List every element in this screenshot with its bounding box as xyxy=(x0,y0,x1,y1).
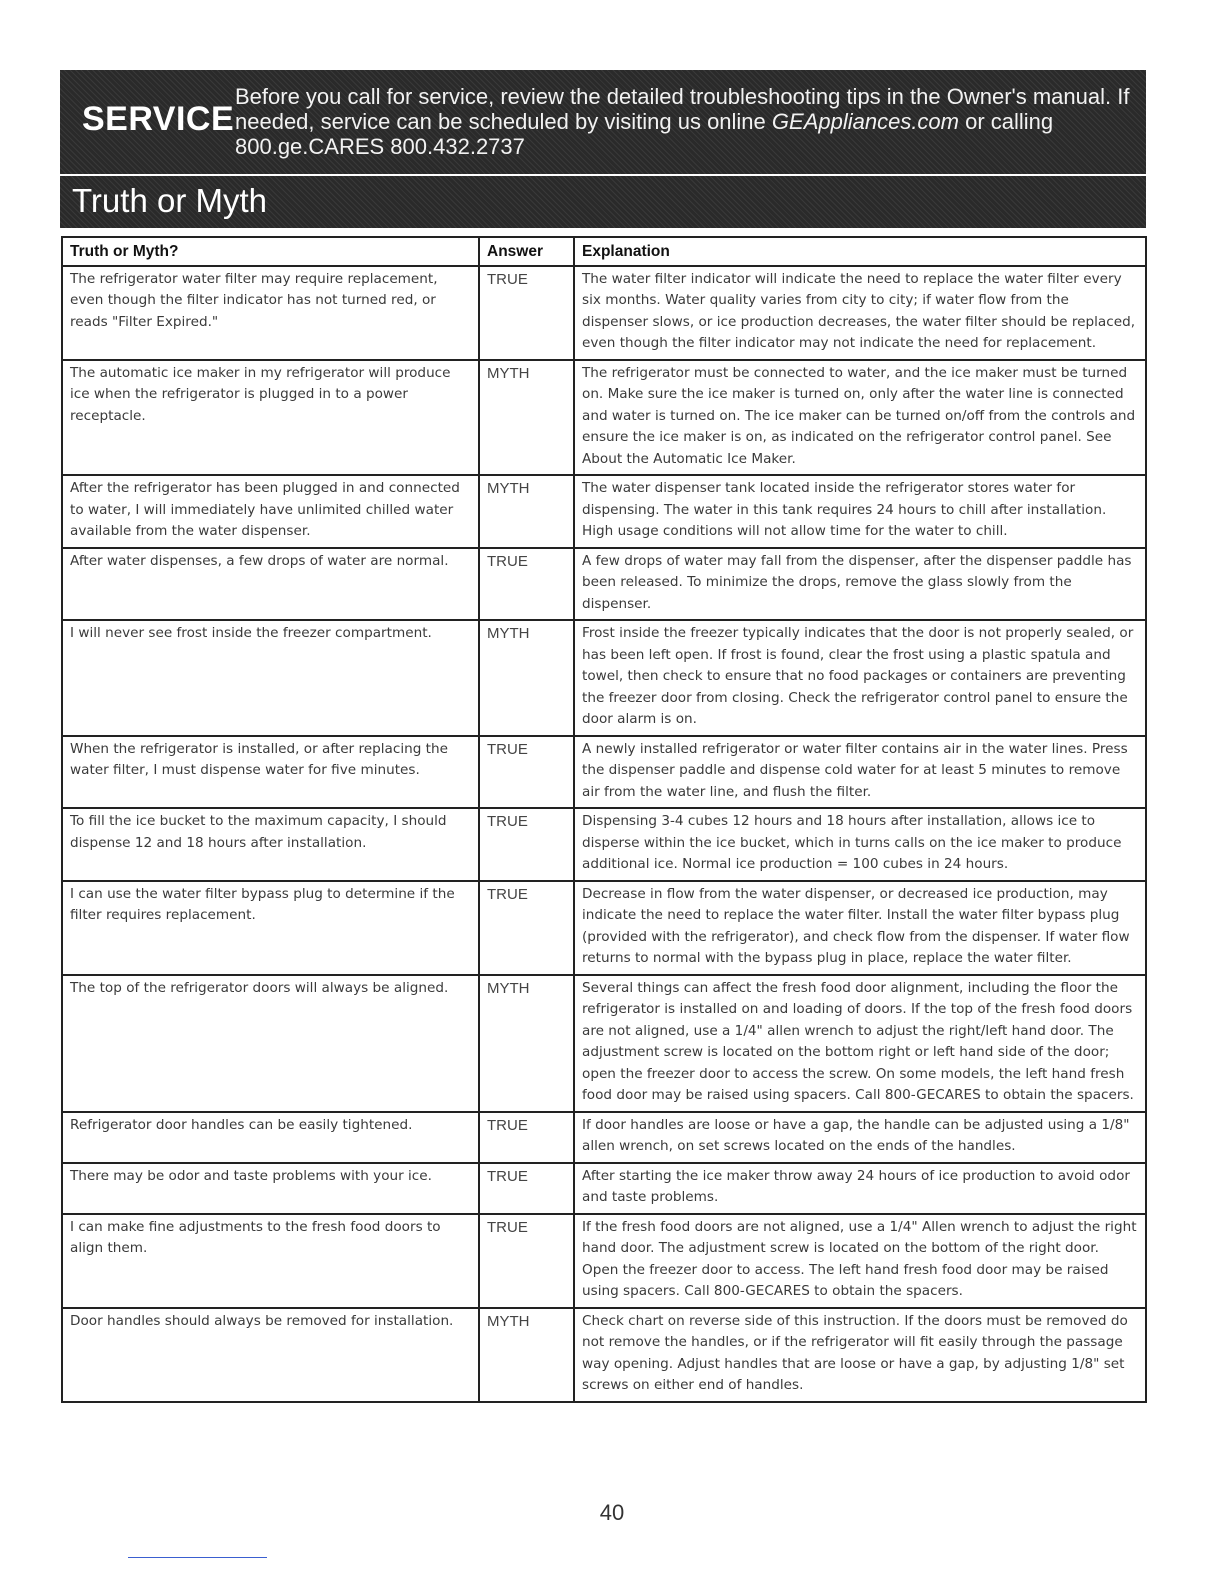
table-row xyxy=(62,548,1146,621)
service-banner xyxy=(60,70,1146,174)
service-text-after: or calling 800.ge.CARES 800.432.2737 xyxy=(235,109,1054,159)
statement-cell: I can make fine adjustments to the fresh food doors to align them. xyxy=(62,1214,479,1308)
statement-cell: After water dispenses, a few drops of water are normal. xyxy=(62,548,479,621)
service-text-before: Before you call for service, review the detailed troubleshooting tips in the Owner's manual. If needed, service can be scheduled by visiting us online xyxy=(235,84,1130,134)
explanation-cell: After starting the ice maker throw away 24 hours of ice production to avoid odor and taste problems. xyxy=(574,1163,1146,1214)
statement-cell: When the refrigerator is installed, or after replacing the water filter, I must dispense water for five minutes. xyxy=(62,736,479,809)
explanation-cell: The water dispenser tank located inside the refrigerator stores water for dispensing. The water in this tank requires 24 hours to chill after installation. High usage conditions will not allow time for the water to chill. xyxy=(574,475,1146,548)
explanation-cell: Check chart on reverse side of this instruction. If the doors must be removed do not remove the handles, or if the refrigerator will fit easily through the passage way opening. Adjust handles that are loose or have a gap, by adjusting 1/8" set screws on either end of handles. xyxy=(574,1308,1146,1402)
service-website-link[interactable]: GEAppliances.com xyxy=(771,109,959,134)
explanation-cell: Decrease in flow from the water dispenser, or decreased ice production, may indicate the need to replace the water filter. Install the water filter bypass plug (provided with the refrigerator), and check flow from the dispenser. If water flow returns to normal with the bypass plug in place, replace the water filter. xyxy=(574,881,1146,975)
answer-cell: MYTH xyxy=(479,360,574,476)
statement-cell: I can use the water filter bypass plug to determine if the filter requires replacement. xyxy=(62,881,479,975)
answer-cell: MYTH xyxy=(479,975,574,1112)
answer-cell: MYTH xyxy=(479,475,574,548)
statement-cell: The top of the refrigerator doors will always be aligned. xyxy=(62,975,479,1112)
answer-cell: MYTH xyxy=(479,620,574,736)
answer-cell: TRUE xyxy=(479,808,574,881)
truth-or-myth-table xyxy=(61,236,1147,1403)
header-statement: Truth or Myth? xyxy=(62,237,479,266)
section-title: Truth or Myth xyxy=(72,182,267,219)
table-row xyxy=(62,360,1146,476)
explanation-cell: The water filter indicator will indicate the need to replace the water filter every six months. Water quality varies from city to city; if water flow from the dispenser slows, or ice production decreases, the water filter should be replaced, even though the filter indicator may not indicate the need for replacement. xyxy=(574,266,1146,360)
explanation-cell: Dispensing 3-4 cubes 12 hours and 18 hours after installation, allows ice to disperse within the ice bucket, which in turns calls on the ice maker to produce additional ice. Normal ice production = 100 cubes in 24 hours. xyxy=(574,808,1146,881)
answer-cell: TRUE xyxy=(479,1112,574,1163)
table-header-row xyxy=(62,237,1146,266)
header-explanation: Explanation xyxy=(574,237,1146,266)
statement-cell: To fill the ice bucket to the maximum capacity, I should dispense 12 and 18 hours after installation. xyxy=(62,808,479,881)
statement-cell: There may be odor and taste problems with your ice. xyxy=(62,1163,479,1214)
page-number: 40 xyxy=(599,1500,625,1525)
table-row xyxy=(62,620,1146,736)
service-label: SERVICE xyxy=(82,100,235,138)
answer-cell: TRUE xyxy=(479,1163,574,1214)
table-row xyxy=(62,808,1146,881)
header-answer: Answer xyxy=(479,237,574,266)
statement-cell: After the refrigerator has been plugged in and connected to water, I will immediately have unlimited chilled water available from the water dispenser. xyxy=(62,475,479,548)
table-row xyxy=(62,266,1146,360)
answer-cell: TRUE xyxy=(479,548,574,621)
table-row xyxy=(62,1214,1146,1308)
answer-cell: TRUE xyxy=(479,1214,574,1308)
table-row xyxy=(62,475,1146,548)
table-row xyxy=(62,975,1146,1112)
footer-rule xyxy=(128,1557,267,1558)
statement-cell: Door handles should always be removed for installation. xyxy=(62,1308,479,1402)
table-row xyxy=(62,1308,1146,1402)
answer-cell: TRUE xyxy=(479,881,574,975)
answer-cell: MYTH xyxy=(479,1308,574,1402)
service-text xyxy=(235,84,1135,159)
answer-cell: TRUE xyxy=(479,266,574,360)
statement-cell: Refrigerator door handles can be easily tightened. xyxy=(62,1112,479,1163)
section-header xyxy=(60,176,1146,228)
explanation-cell: The refrigerator must be connected to water, and the ice maker must be turned on. Make sure the ice maker is turned on, only after the water line is connected and water is turned on. The ice maker can be turned on/off from the controls and ensure the ice maker is on, as indicated on the refrigerator control panel. See About the Automatic Ice Maker. xyxy=(574,360,1146,476)
table-row xyxy=(62,881,1146,975)
table-row xyxy=(62,1112,1146,1163)
explanation-cell: Frost inside the freezer typically indicates that the door is not properly sealed, or has been left open. If frost is found, clear the frost using a plastic spatula and towel, then check to ensure that no food packages or containers are preventing the freezer door from closing. Check the refrigerator control panel to ensure the door alarm is on. xyxy=(574,620,1146,736)
explanation-cell: If door handles are loose or have a gap, the handle can be adjusted using a 1/8" allen wrench, on set screws located on the ends of the handles. xyxy=(574,1112,1146,1163)
statement-cell: The refrigerator water filter may require replacement, even though the filter indicator has not turned red, or reads "Filter Expired." xyxy=(62,266,479,360)
answer-cell: TRUE xyxy=(479,736,574,809)
explanation-cell: If the fresh food doors are not aligned, use a 1/4" Allen wrench to adjust the right hand door. The adjustment screw is located on the bottom of the right door. Open the freezer door to access. The left hand fresh food door may be raised using spacers. Call 800-GECARES to obtain the spacers. xyxy=(574,1214,1146,1308)
statement-cell: I will never see frost inside the freezer compartment. xyxy=(62,620,479,736)
table-row xyxy=(62,1163,1146,1214)
explanation-cell: A few drops of water may fall from the dispenser, after the dispenser paddle has been released. To minimize the drops, remove the glass slowly from the dispenser. xyxy=(574,548,1146,621)
statement-cell: The automatic ice maker in my refrigerator will produce ice when the refrigerator is plugged in to a power receptacle. xyxy=(62,360,479,476)
table-row xyxy=(62,736,1146,809)
explanation-cell: Several things can affect the fresh food door alignment, including the floor the refrigerator is installed on and loading of doors. If the top of the fresh food doors are not aligned, use a 1/4" allen wrench to adjust the right/left hand door. The adjustment screw is located on the bottom right or left hand side of the door; open the freezer door to access the screw. On some models, the left hand fresh food door may be raised using spacers. Call 800-GECARES to obtain the spacers. xyxy=(574,975,1146,1112)
explanation-cell: A newly installed refrigerator or water filter contains air in the water lines. Press the dispenser paddle and dispense cold water for at least 5 minutes to remove air from the water line, and flush the filter. xyxy=(574,736,1146,809)
